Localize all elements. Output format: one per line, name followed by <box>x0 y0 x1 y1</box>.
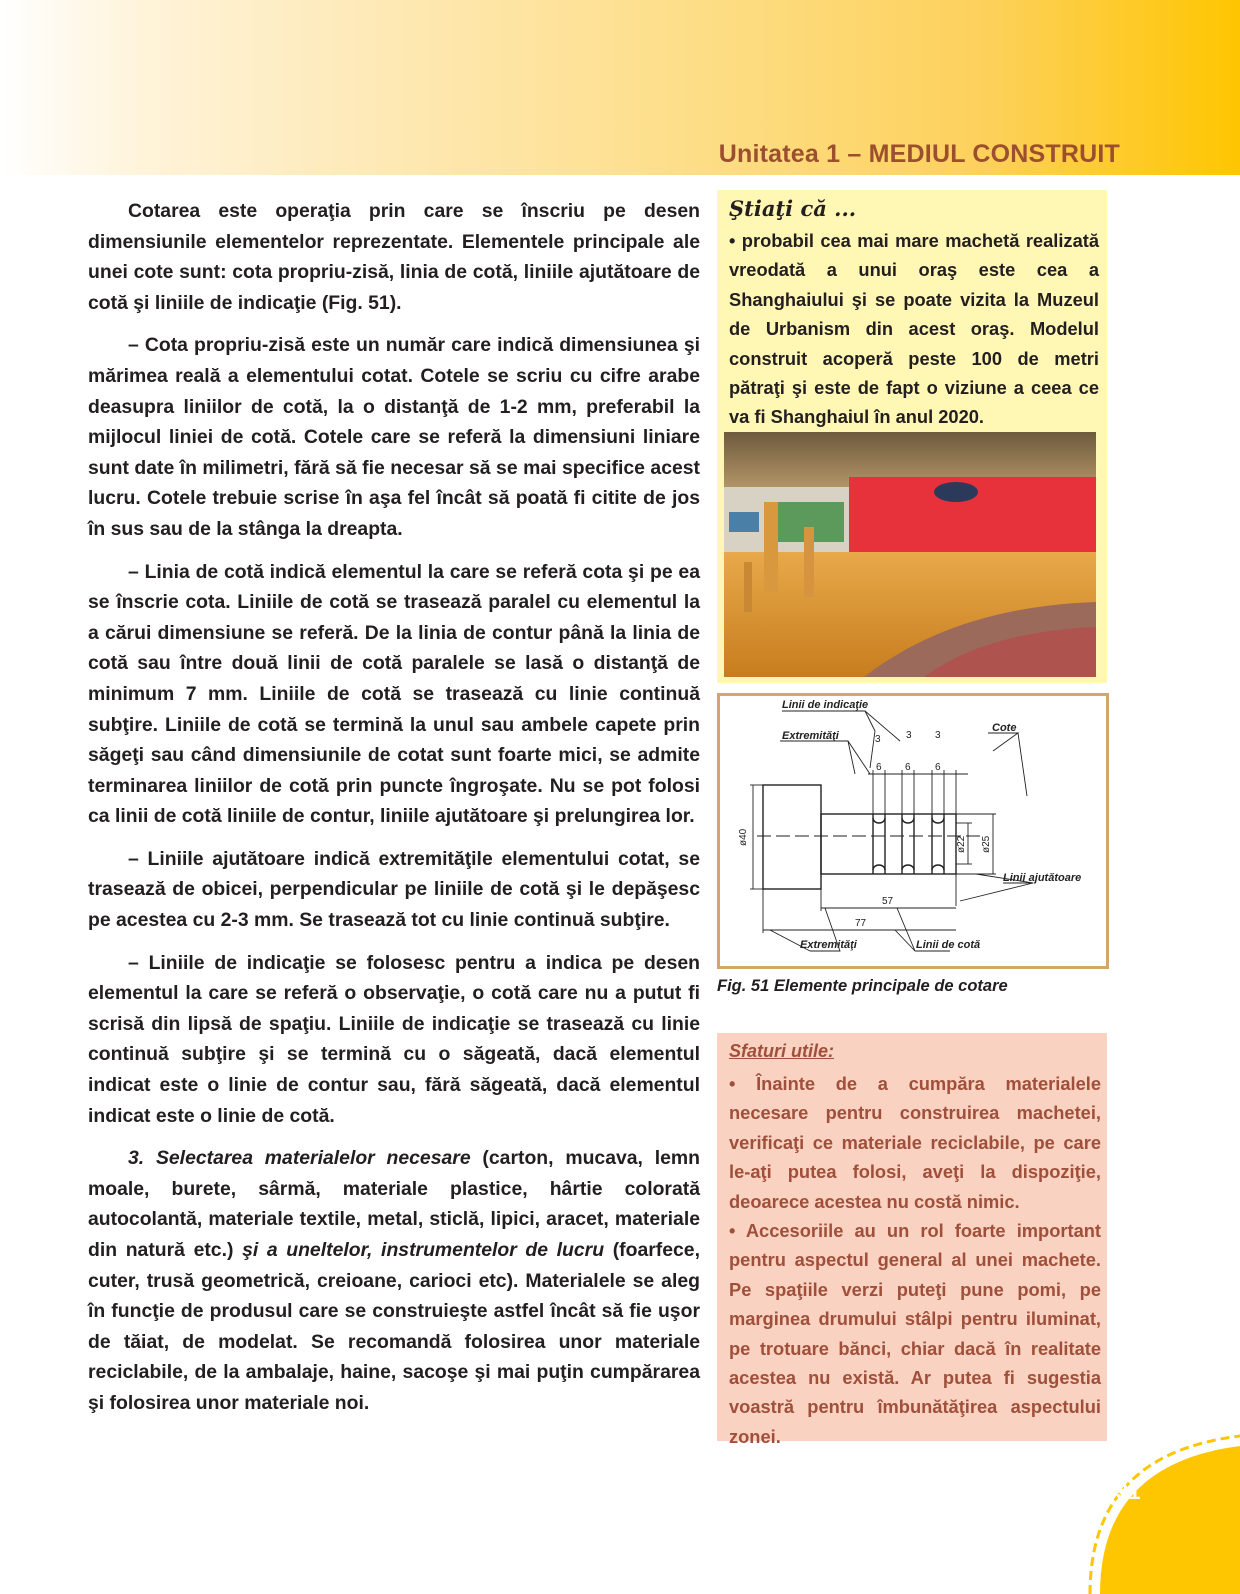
dim-6: 6 <box>876 762 882 773</box>
shaft-head <box>763 785 821 889</box>
paragraph-cota-propriu-zisa: – Cota propriu-zisă este un număr care indică dimensiunea şi mărimea reală a elementului cotat. Cotele se scriu cu cifre arabe deasupra liniilor de cotă, la o distanţă de 1-2 mm, preferabil la mijlocul liniei de cotă. Cotele care se referă la dimensiuni liniare sunt date în milimetri, fără să fie necesar să se mai specifice acest lucru. Cotele trebuie scrise în aşa fel încât să poată fi citite de jos în sus sau de la stânga la dreapta. <box>88 334 700 540</box>
label-extremitati-bottom: Extremităţi <box>800 939 857 951</box>
dim-d25: ø25 <box>981 835 992 853</box>
paragraph-text: este operaţia prin care se înscriu pe desen dimensiunile elementelor reprezentate. Elementele principale ale unei cote sunt: cota propriu-zisă, linia de cotă, liniile ajutătoare de cotă şi liniile de indicaţie (Fig. 51). <box>88 200 700 314</box>
shanghai-model-photo <box>724 432 1096 677</box>
pavilion-logo <box>934 482 978 502</box>
unit-title: Unitatea 1 – MEDIUL CONSTRUIT <box>718 140 1120 168</box>
leader-line <box>895 930 915 951</box>
leader-line <box>780 741 870 774</box>
tower <box>764 502 778 592</box>
dim-57: 57 <box>882 896 894 907</box>
paragraph-text: (carton, mucava, lemn moale, burete, sârmă, materiale plastice, hârtie colorată autocolantă, materiale textile, metal, sticlă, lipici, aracet, materiale din natură etc.) <box>88 1147 700 1261</box>
paragraph-text: (foarfece, cuter, trusă geometrică, creioane, carioci etc). Materialele se aleg în funcţie de produsul care se construieşte astfel încât să fie uşor de tăiat, de modelat. Se recomandă folosirea unor materiale reciclabile, de la ambalaje, haine, sacoşe şi mai puţin cumpărarea şi folosirea unor materiale noi. <box>88 1239 700 1414</box>
groove-arc <box>873 818 885 823</box>
leader-line <box>897 908 915 951</box>
leader-line <box>960 883 1033 901</box>
leader-line <box>1018 733 1027 796</box>
groove-arc <box>932 818 944 823</box>
label-extremitati-top: Extremităţi <box>782 730 839 742</box>
dim-3: 3 <box>875 734 881 745</box>
paragraph-liniile-ajutatoare: – Liniile ajutătoare indică extremităţile elementului cotat, se trasează de obicei, perpendicular pe liniile de cotă şi le depăşesc pe acestea cu 2-3 mm. Se trasează tot cu linie continuă subţire. <box>88 847 700 932</box>
paragraph-selectarea-materialelor <box>88 1143 700 1418</box>
label-linii-de-cota: Linii de cotă <box>916 939 981 951</box>
label-cote: Cote <box>992 722 1017 734</box>
groove-arc <box>902 865 914 870</box>
page-corner-decoration <box>1080 1434 1240 1594</box>
dim-d40: ø40 <box>738 828 749 846</box>
groove-arc <box>932 865 944 870</box>
dimensioning-diagram <box>720 696 1106 966</box>
groove-arc <box>873 865 885 870</box>
wall-panel <box>729 512 759 532</box>
did-you-know-text: • probabil cea mai mare machetă realizată vreodată a unui oraş este cea a Shanghaiului şi se poate vizita la Muzeul de Urbanism din acest oraş. Modelul construit acoperă peste 100 de metri pătraţi şi este de fapt o viziune a ceea ce va fi Shanghaiul în anul 2020. <box>729 230 1099 428</box>
tip-item: • Accesoriile au un rol foarte important pentru aspectul general al unei machete. Pe spaţiile verzi puteţi pune pomi, pe marginea drumului stâlpi pentru iluminat, pe trotuare bănci, chiar dacă în realitate acestea nu există. Ar putea fi sugestia voastră pentru îmbunătăţirea aspectului zonei. <box>729 1220 1101 1447</box>
dim-77: 77 <box>855 918 867 929</box>
label-linii-ajutatoare: Linii ajutătoare <box>1003 872 1082 884</box>
tower <box>744 562 752 612</box>
dim-3: 3 <box>935 730 941 741</box>
main-text-column <box>88 196 700 1431</box>
leader-line <box>865 711 900 741</box>
useful-tips-box <box>717 1033 1107 1447</box>
corner-fill <box>1100 1446 1240 1594</box>
tower <box>804 527 814 597</box>
term-cotarea: Cotarea <box>128 200 201 222</box>
useful-tips-title: Sfaturi utile: <box>729 1041 835 1061</box>
label-linii-de-indicatie: Linii de indicaţie <box>782 699 869 711</box>
paragraph-linia-de-cota: – Linia de cotă indică elementul la care se referă cota şi pe ea se înscrie cota. Liniile de cotă se trasează paralel cu elementul la a cărui dimensiune se referă. De la linia de contur până la linia de cotă sau între două linii de cotă paralele se lasă o distanţă de minimum 7 mm. Liniile de cotă se trasează cu linie continuă subţire. Liniile de cotă se termină la unul sau ambele capete prin săgeţi sau când dimensiunile de cotat sunt foarte mici, se admite terminarea liniilor de cotă prin puncte îngroşate. Nu se pot folosi ca linii de cotă liniile de contur, liniile ajutătoare şi prelungirea lor. <box>88 560 700 828</box>
tip-item: • Înainte de a cumpăra materialele necesare pentru construirea machetei, verificaţi ce materiale reciclabile, pe care le-aţi putea folosi, aveţi la dispoziţie, deoarece acestea nu costă nimic. <box>729 1073 1101 1212</box>
paragraph-liniile-de-indicatie: – Liniile de indicaţie se folosesc pentru a indica pe desen elementul la care se referă o observaţie, o cotă care nu a putut fi scrisă din lipsă de spaţiu. Liniile de indicaţie se trasează cu linie continuă subţire şi se termină cu o săgeată, dacă elementul indicat este o linie de contur sau, fără săgeată, dacă elementul indicat este o linie de cotă. <box>88 951 700 1127</box>
section-heading-selectarea: 3. Selectarea materialelor necesare <box>128 1147 471 1170</box>
dim-6: 6 <box>905 762 911 773</box>
dim-6: 6 <box>935 762 941 773</box>
did-you-know-title: Ştiaţi că ... <box>729 196 857 221</box>
groove-arc <box>902 818 914 823</box>
figure-caption: Fig. 51 Elemente principale de cotare <box>717 977 1008 995</box>
photo-illustration <box>724 432 1096 677</box>
figure-51-frame <box>717 693 1109 969</box>
section-heading-unelte: şi a uneltelor, instrumentelor de lucru <box>242 1239 605 1261</box>
leader-line <box>988 733 1018 751</box>
dim-d22: ø22 <box>956 835 967 853</box>
page-number: 31 <box>1116 1479 1141 1504</box>
dim-3: 3 <box>906 730 912 741</box>
useful-tips-text <box>729 1069 1101 1451</box>
paragraph-cotarea <box>88 196 700 318</box>
